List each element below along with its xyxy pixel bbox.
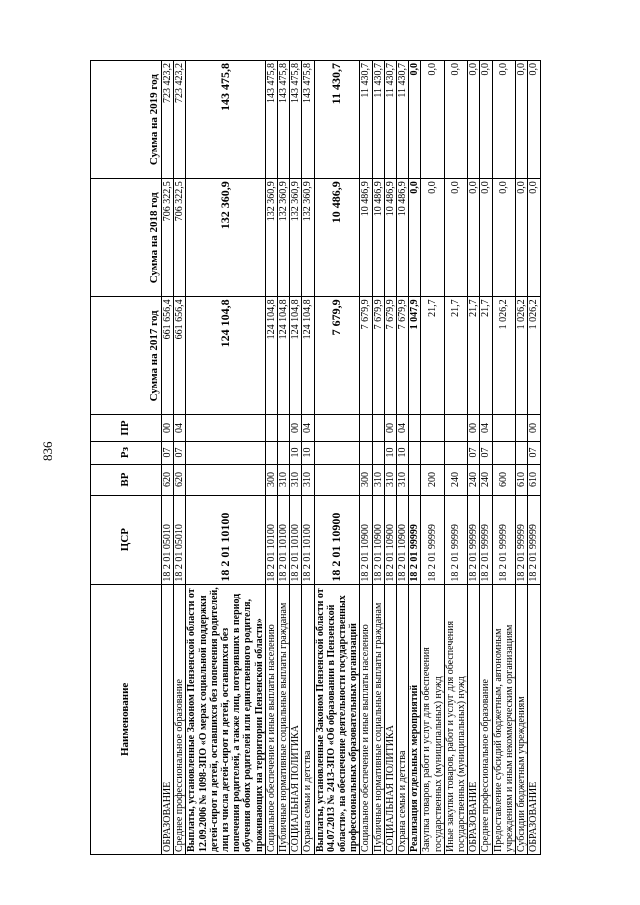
cell-rz: 07 bbox=[480, 441, 492, 464]
table-row bbox=[302, 61, 314, 855]
cell-pr bbox=[360, 415, 372, 441]
cell-vr bbox=[186, 464, 265, 495]
cell-name: Реализация отдельных мероприятий bbox=[409, 584, 421, 854]
cell-sum-2017: 124 104,8 bbox=[265, 297, 277, 415]
table-row bbox=[174, 61, 186, 855]
cell-sum-2019: 723 423,2 bbox=[162, 61, 174, 179]
cell-csr: 18 2 01 05010 bbox=[162, 495, 174, 584]
table-row bbox=[528, 61, 540, 855]
cell-rz bbox=[492, 441, 515, 464]
cell-csr: 18 2 01 10100 bbox=[186, 495, 265, 584]
cell-sum-2017: 7 679,9 bbox=[384, 297, 396, 415]
cell-name: Социальное обеспечение и иные выплаты населению bbox=[360, 584, 372, 854]
cell-sum-2018: 0,0 bbox=[528, 179, 540, 297]
cell-sum-2017: 124 104,8 bbox=[278, 297, 290, 415]
cell-csr: 18 2 01 10900 bbox=[314, 495, 360, 584]
cell-sum-2018: 0,0 bbox=[492, 179, 515, 297]
cell-csr: 18 2 01 10100 bbox=[290, 495, 302, 584]
cell-sum-2017: 21,7 bbox=[421, 297, 444, 415]
cell-sum-2017: 21,7 bbox=[480, 297, 492, 415]
cell-sum-2019: 0,0 bbox=[516, 61, 528, 179]
cell-pr: 00 bbox=[468, 415, 480, 441]
table-row bbox=[444, 61, 467, 855]
cell-pr: 04 bbox=[397, 415, 409, 441]
cell-rz: 10 bbox=[384, 441, 396, 464]
cell-pr: 00 bbox=[162, 415, 174, 441]
cell-vr: 310 bbox=[372, 464, 384, 495]
rotated-page-content bbox=[90, 60, 541, 855]
cell-rz bbox=[186, 441, 265, 464]
cell-sum-2017: 1 026,2 bbox=[516, 297, 528, 415]
cell-sum-2018: 132 360,9 bbox=[278, 179, 290, 297]
cell-name: Охрана семьи и детства bbox=[397, 584, 409, 854]
cell-sum-2019: 11 430,7 bbox=[360, 61, 372, 179]
cell-vr: 610 bbox=[516, 464, 528, 495]
cell-sum-2017: 661 656,4 bbox=[162, 297, 174, 415]
table-row bbox=[290, 61, 302, 855]
cell-name: Публичные нормативные социальные выплаты гражданам bbox=[372, 584, 384, 854]
cell-vr: 620 bbox=[174, 464, 186, 495]
cell-sum-2019: 0,0 bbox=[409, 61, 421, 179]
cell-csr: 18 2 01 99999 bbox=[480, 495, 492, 584]
cell-rz: 07 bbox=[528, 441, 540, 464]
cell-name: ОБРАЗОВАНИЕ bbox=[162, 584, 174, 854]
cell-csr: 18 2 01 10900 bbox=[372, 495, 384, 584]
cell-sum-2019: 0,0 bbox=[492, 61, 515, 179]
cell-rz bbox=[421, 441, 444, 464]
budget-table bbox=[90, 60, 541, 855]
cell-vr: 200 bbox=[421, 464, 444, 495]
cell-sum-2018: 0,0 bbox=[421, 179, 444, 297]
cell-sum-2019: 0,0 bbox=[468, 61, 480, 179]
cell-vr: 300 bbox=[265, 464, 277, 495]
table-row bbox=[516, 61, 528, 855]
cell-sum-2019: 11 430,7 bbox=[314, 61, 360, 179]
cell-sum-2018: 0,0 bbox=[444, 179, 467, 297]
cell-rz bbox=[360, 441, 372, 464]
cell-rz: 10 bbox=[302, 441, 314, 464]
cell-sum-2019: 11 430,7 bbox=[372, 61, 384, 179]
cell-sum-2019: 11 430,7 bbox=[397, 61, 409, 179]
cell-pr bbox=[516, 415, 528, 441]
cell-vr bbox=[314, 464, 360, 495]
cell-sum-2018: 706 322,5 bbox=[162, 179, 174, 297]
cell-pr bbox=[314, 415, 360, 441]
cell-sum-2018: 10 486,9 bbox=[372, 179, 384, 297]
cell-sum-2019: 11 430,7 bbox=[384, 61, 396, 179]
table-row bbox=[265, 61, 277, 855]
header-sum-2017: Сумма на 2017 год bbox=[91, 297, 162, 415]
cell-rz bbox=[372, 441, 384, 464]
cell-sum-2017: 1 047,9 bbox=[409, 297, 421, 415]
cell-vr: 310 bbox=[397, 464, 409, 495]
cell-rz bbox=[265, 441, 277, 464]
table-row bbox=[186, 61, 265, 855]
cell-name: Среднее профессиональное образование bbox=[480, 584, 492, 854]
cell-vr: 310 bbox=[384, 464, 396, 495]
cell-csr: 18 2 01 10100 bbox=[278, 495, 290, 584]
cell-pr bbox=[409, 415, 421, 441]
cell-sum-2019: 143 475,8 bbox=[186, 61, 265, 179]
cell-name: Социальное обеспечение и иные выплаты населению bbox=[265, 584, 277, 854]
cell-csr: 18 2 01 99999 bbox=[421, 495, 444, 584]
cell-sum-2019: 143 475,8 bbox=[290, 61, 302, 179]
cell-pr: 04 bbox=[480, 415, 492, 441]
header-pr: ПР bbox=[91, 415, 162, 441]
cell-vr bbox=[409, 464, 421, 495]
cell-sum-2019: 723 423,2 bbox=[174, 61, 186, 179]
cell-sum-2019: 143 475,8 bbox=[265, 61, 277, 179]
cell-pr: 00 bbox=[384, 415, 396, 441]
cell-sum-2018: 132 360,9 bbox=[302, 179, 314, 297]
table-body bbox=[162, 61, 541, 855]
cell-sum-2017: 124 104,8 bbox=[290, 297, 302, 415]
cell-csr: 18 2 01 10900 bbox=[397, 495, 409, 584]
cell-vr: 240 bbox=[444, 464, 467, 495]
cell-csr: 18 2 01 10900 bbox=[360, 495, 372, 584]
header-sum-2019: Сумма на 2019 год bbox=[91, 61, 162, 179]
cell-name: Закупка товаров, работ и услуг для обеспечения государственных (муниципальных) нужд bbox=[421, 584, 444, 854]
cell-sum-2018: 0,0 bbox=[480, 179, 492, 297]
cell-sum-2018: 0,0 bbox=[516, 179, 528, 297]
cell-name: Охрана семьи и детства bbox=[302, 584, 314, 854]
cell-pr bbox=[265, 415, 277, 441]
table-row bbox=[278, 61, 290, 855]
cell-name: СОЦИАЛЬНАЯ ПОЛИТИКА bbox=[384, 584, 396, 854]
table-row bbox=[162, 61, 174, 855]
table-row bbox=[468, 61, 480, 855]
cell-rz bbox=[444, 441, 467, 464]
table-row bbox=[372, 61, 384, 855]
cell-csr: 18 2 01 99999 bbox=[516, 495, 528, 584]
cell-csr: 18 2 01 05010 bbox=[174, 495, 186, 584]
cell-vr: 600 bbox=[492, 464, 515, 495]
cell-name: Субсидии бюджетным учреждениям bbox=[516, 584, 528, 854]
cell-csr: 18 2 01 99999 bbox=[528, 495, 540, 584]
cell-rz: 07 bbox=[162, 441, 174, 464]
cell-vr: 310 bbox=[290, 464, 302, 495]
cell-sum-2019: 143 475,8 bbox=[278, 61, 290, 179]
cell-pr bbox=[278, 415, 290, 441]
cell-name: Предоставление субсидий бюджетным, автономным учреждениям и иным некоммерческим организациям bbox=[492, 584, 515, 854]
cell-pr: 00 bbox=[528, 415, 540, 441]
cell-sum-2017: 124 104,8 bbox=[186, 297, 265, 415]
cell-rz bbox=[278, 441, 290, 464]
table-row bbox=[384, 61, 396, 855]
cell-pr: 04 bbox=[174, 415, 186, 441]
cell-pr: 04 bbox=[302, 415, 314, 441]
cell-vr: 240 bbox=[480, 464, 492, 495]
table-row bbox=[360, 61, 372, 855]
cell-sum-2018: 10 486,9 bbox=[314, 179, 360, 297]
table-row bbox=[421, 61, 444, 855]
cell-sum-2017: 7 679,9 bbox=[397, 297, 409, 415]
cell-csr: 18 2 01 10100 bbox=[265, 495, 277, 584]
header-name: Наименование bbox=[91, 584, 162, 854]
cell-csr: 18 2 01 99999 bbox=[409, 495, 421, 584]
cell-pr bbox=[421, 415, 444, 441]
cell-sum-2019: 143 475,8 bbox=[302, 61, 314, 179]
cell-sum-2018: 0,0 bbox=[409, 179, 421, 297]
cell-vr: 610 bbox=[528, 464, 540, 495]
table-row bbox=[314, 61, 360, 855]
table-header-row bbox=[91, 61, 162, 855]
cell-rz bbox=[516, 441, 528, 464]
cell-name: Выплаты, установленные Законом Пензенской области от 04.07.2013 № 2413-ЗПО «Об образовании в Пензенской области», на обеспечение деятельности государственных профессиональных образовательных организаций bbox=[314, 584, 360, 854]
table-row bbox=[397, 61, 409, 855]
cell-vr: 620 bbox=[162, 464, 174, 495]
cell-sum-2018: 10 486,9 bbox=[384, 179, 396, 297]
cell-sum-2018: 706 322,5 bbox=[174, 179, 186, 297]
table-row bbox=[480, 61, 492, 855]
cell-vr: 300 bbox=[360, 464, 372, 495]
cell-rz: 07 bbox=[174, 441, 186, 464]
cell-sum-2017: 1 026,2 bbox=[492, 297, 515, 415]
cell-vr: 310 bbox=[278, 464, 290, 495]
cell-pr: 00 bbox=[290, 415, 302, 441]
cell-csr: 18 2 01 10900 bbox=[384, 495, 396, 584]
cell-pr bbox=[492, 415, 515, 441]
cell-sum-2017: 21,7 bbox=[468, 297, 480, 415]
cell-sum-2018: 10 486,9 bbox=[397, 179, 409, 297]
cell-name: Среднее профессиональное образование bbox=[174, 584, 186, 854]
cell-sum-2017: 661 656,4 bbox=[174, 297, 186, 415]
header-vr: ВР bbox=[91, 464, 162, 495]
cell-sum-2018: 132 360,9 bbox=[186, 179, 265, 297]
cell-name: ОБРАЗОВАНИЕ bbox=[528, 584, 540, 854]
cell-rz bbox=[314, 441, 360, 464]
cell-name: Иные закупки товаров, работ и услуг для обеспечения государственных (муниципальных) нужд bbox=[444, 584, 467, 854]
table-row bbox=[409, 61, 421, 855]
cell-sum-2017: 7 679,9 bbox=[360, 297, 372, 415]
cell-rz: 10 bbox=[397, 441, 409, 464]
cell-vr: 310 bbox=[302, 464, 314, 495]
cell-sum-2018: 10 486,9 bbox=[360, 179, 372, 297]
cell-sum-2019: 0,0 bbox=[444, 61, 467, 179]
cell-sum-2017: 7 679,9 bbox=[372, 297, 384, 415]
cell-sum-2018: 132 360,9 bbox=[290, 179, 302, 297]
table-row bbox=[492, 61, 515, 855]
cell-csr: 18 2 01 99999 bbox=[492, 495, 515, 584]
cell-sum-2019: 0,0 bbox=[528, 61, 540, 179]
cell-sum-2017: 1 026,2 bbox=[528, 297, 540, 415]
cell-sum-2019: 0,0 bbox=[480, 61, 492, 179]
cell-name: Публичные нормативные социальные выплаты гражданам bbox=[278, 584, 290, 854]
cell-vr: 240 bbox=[468, 464, 480, 495]
page-number: 836 bbox=[40, 441, 55, 461]
cell-rz bbox=[409, 441, 421, 464]
cell-sum-2017: 7 679,9 bbox=[314, 297, 360, 415]
cell-rz: 07 bbox=[468, 441, 480, 464]
header-rz: Рз bbox=[91, 441, 162, 464]
cell-name: СОЦИАЛЬНАЯ ПОЛИТИКА bbox=[290, 584, 302, 854]
header-csr: ЦСР bbox=[91, 495, 162, 584]
cell-name: Выплаты, установленные Законом Пензенской области от 12.09.2006 № 1098-ЗПО «О мерах социальной поддержки детей-сирот и детей, оставшихся без попечения родителей, лиц из числа детей-сирот и детей, оставшихся без попечения родителей, а также лиц, потерявших в период обучения обоих родителей или единственного родителя, проживающих на территории Пензенской области» bbox=[186, 584, 265, 854]
cell-csr: 18 2 01 10100 bbox=[302, 495, 314, 584]
cell-sum-2017: 124 104,8 bbox=[302, 297, 314, 415]
cell-sum-2019: 0,0 bbox=[421, 61, 444, 179]
cell-name: ОБРАЗОВАНИЕ bbox=[468, 584, 480, 854]
cell-pr bbox=[186, 415, 265, 441]
cell-pr bbox=[444, 415, 467, 441]
cell-rz: 10 bbox=[290, 441, 302, 464]
cell-csr: 18 2 01 99999 bbox=[468, 495, 480, 584]
cell-csr: 18 2 01 99999 bbox=[444, 495, 467, 584]
header-sum-2018: Сумма на 2018 год bbox=[91, 179, 162, 297]
cell-sum-2017: 21,7 bbox=[444, 297, 467, 415]
cell-sum-2018: 132 360,9 bbox=[265, 179, 277, 297]
cell-sum-2018: 0,0 bbox=[468, 179, 480, 297]
cell-pr bbox=[372, 415, 384, 441]
